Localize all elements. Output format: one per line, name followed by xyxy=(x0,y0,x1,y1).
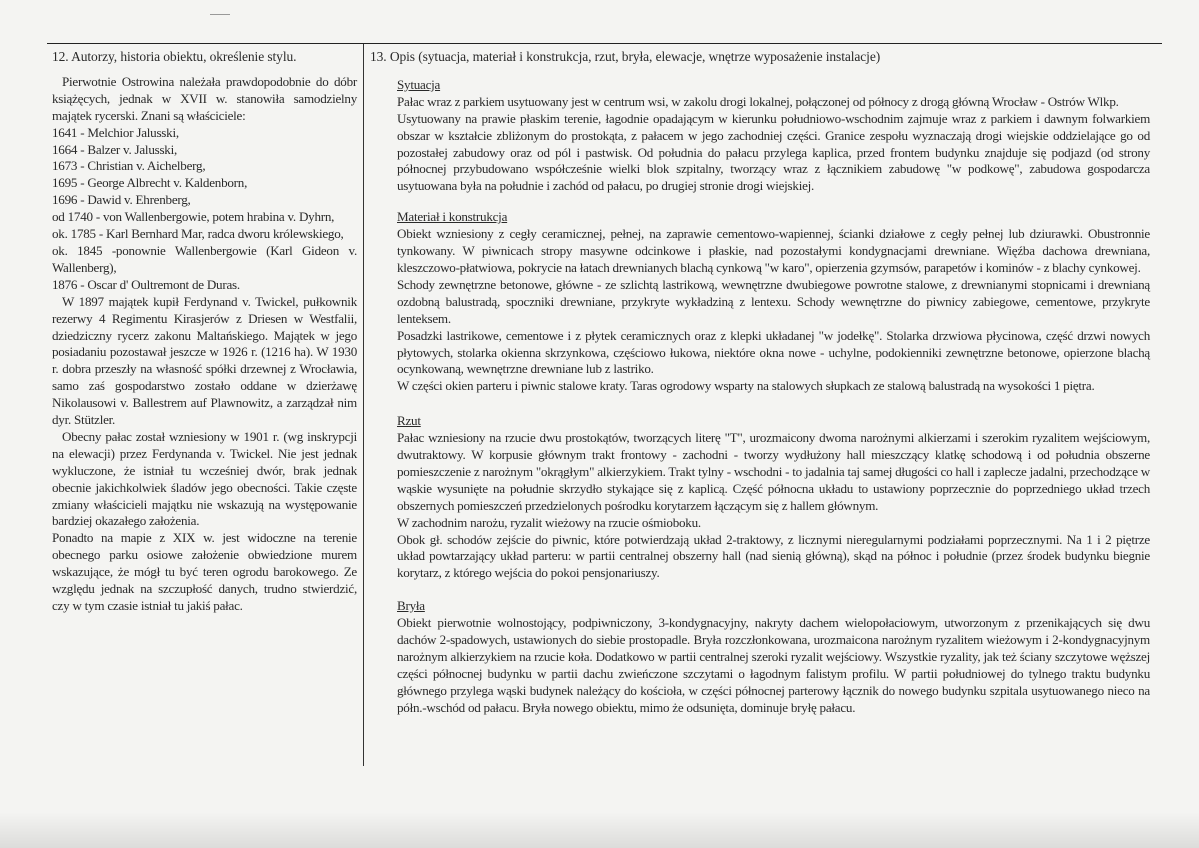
section-paragraph: Pałac wraz z parkiem usytuowany jest w centrum wsi, w zakolu drogi lokalnej, połączonej od północy z drogą główną Wrocław - Ostrów Wlkp. xyxy=(397,93,1119,109)
scan-mark xyxy=(210,14,230,15)
scan-edge-shadow xyxy=(0,812,1199,848)
section-title-bryla: Bryła xyxy=(397,598,425,614)
owner-item: 1664 - Balzer v. Jalusski, xyxy=(52,141,178,157)
section-title-material: Materiał i konstrukcja xyxy=(397,209,508,225)
column-divider xyxy=(363,44,364,766)
owner-item: ok. 1845 -ponownie Wallenbergowie (Karl Gideon v. Wallenberg), xyxy=(52,242,357,275)
section-body-rzut xyxy=(397,430,1150,582)
history-paragraph: Obecny pałac został wzniesiony w 1901 r. (wg inskrypcji na elewacji) przez Ferdynanda v. Twickel. Nie jest jednak wykluczone, że istniał tu wcześniej dwór, brak jednak obecnie jakichkolwiek śladów jego obecności. Takie częste zmiany właścicieli majątku nie wskazują na występowanie bardziej okazałego założenia. xyxy=(52,428,357,529)
section-paragraph: Obok gł. schodów zejście do piwnic, które potwierdzają układ 2-traktowy, z licznymi nieregularnymi podziałami poprzecznymi. Na 1 i 2 piętrze układ powtarzający układ parteru: w partii centralnej obszerny hall (nad sienią główną), skąd na północ i południe (przez środek budynku biegnie korytarz, z którego wejścia do pokoi pensjonariuszy. xyxy=(397,531,1150,581)
section-paragraph: W części okien parteru i piwnic stalowe kraty. Taras ogrodowy wsparty na stalowych słupkach ze stalową balustradą na wysokości 1 piętra. xyxy=(397,378,1095,394)
section-paragraph: Pałac wzniesiony na rzucie dwu prostokątów, tworzących literę "T", urozmaicony dwoma narożnymi alkierzami i szerokim ryzalitem wejściowym, dwutraktowy. W korpusie głównym trakt frontowy - zachodni - tworzy wydłużony hall mieszczący klatkę schodową i od południa obszerne pomieszczenie z narożnym "okrągłym" alkierzykiem. Trakt tylny - wschodni - to jadalnia taj samej długości co hall i zaplecze jadalni, przechodzące w wąskie wysunięte na południe skrzydło stykające się z kaplicą. Część północna układu to ustawiony poprzecznie do poprzedniego układ trzech obszernych pomieszczeń przedzielonych pośrodku korytarzem łączącym się z hallem głównym. xyxy=(397,430,1150,513)
history-heading: 12. Autorzy, historia obiektu, określenie stylu. xyxy=(52,49,297,64)
owner-item: 1696 - Dawid v. Ehrenberg, xyxy=(52,192,191,208)
owner-item: 1673 - Christian v. Aichelberg, xyxy=(52,158,206,174)
history-paragraph: Ponadto na mapie z XIX w. jest widoczne na terenie obecnego parku osiowe założenie obwiedzione murem wskazujące, że mógł tu być teren ogrodu barokowego. Ze względu jednak na szczupłość danych, trudno stwierdzić, czy w tym czasie istniał tu jakiś pałac. xyxy=(52,530,357,613)
history-column xyxy=(52,49,357,615)
description-column xyxy=(370,49,1150,717)
section-body-bryla xyxy=(397,615,1150,716)
section-paragraph: Usytuowany na prawie płaskim terenie, łagodnie opadającym w kierunku południowo-wschodnim zajmuje wraz z parkiem i dawnym folwarkiem obszar w kształcie zbliżonym do prostokąta, z pałacem w jego zachodniej części. Granice zespołu wyznaczają drogi wiejskie oddzielające go od pozostałej zabudowy oraz od pól i pastwisk. Od południa do pałacu przylega kaplica, przed frontem budynku znajduje się podjazd (od strony północnej przybudowano współcześnie wielki blok szpitalny, tworzący wraz z łącznikiem zabudowę "w podkowę", zabudowa gospodarcza usytuowana była na południe i zachód od pałacu, po drugiej stronie drogi wiejskiej. xyxy=(397,110,1150,194)
owner-item: od 1740 - von Wallenbergowie, potem hrabina v. Dyhrn, xyxy=(52,209,335,225)
history-intro: Pierwotnie Ostrowina należała prawdopodobnie do dóbr książęcych, jednak w XVII w. stanowiła samodzielny majątek rycerski. Znani są właściciele: xyxy=(52,73,357,123)
description-heading: 13. Opis (sytuacja, materiał i konstrukcja, rzut, bryła, elewacje, wnętrze wyposażenie instalacje) xyxy=(370,49,881,64)
section-paragraph: Obiekt pierwotnie wolnostojący, podpiwniczony, 3-kondygnacyjny, nakryty dachem wielopołaciowym, utworzonym z przenikających się dwu dachów 2-spadowych, ustawionych do siebie prostopadle. Bryła rozczłonkowana, urozmaicona narożnym ryzalitem wieżowym i 2-kondygnacyjnym narożnym alkierzykiem na rzucie koła. Dodatkowo w partii centralnej szeroki ryzalit wejściowy. Wszystkie ryzality, jak też ściany szczytowe węższej części północnej budynku w partii dachu zwieńczone szczytami o łagodnym falistym profilu. W partii południowej do tylnego traktu budynku głównego przylega wąski budynek należący do kościoła, w części północnej parterowy łącznik do nowego budynku szpitala usytuowanego nieco na półn.-wschód od pałacu. Bryła nowego obiektu, mimo że odsunięta, dominuje bryłę pałacu. xyxy=(397,615,1150,715)
history-paragraph: W 1897 majątek kupił Ferdynand v. Twickel, pułkownik rezerwy 4 Regimentu Kirasjerów z Driesen w Westfalii, dziedziczny rycerz zakonu Maltańskiego. Majątek w jego posiadaniu pozostawał jeszcze w 1926 r. (1216 ha). W 1930 r. dobra przeszły na własność spółki drzewnej z Wrocławia, samo zaś gospodarstwo zostało oddane w dzierżawę Nikolausowi v. Ballestrem auf Plawnowitz, a zarządzał nim dyr. Stützler. xyxy=(52,293,357,428)
section-title-sytuacja: Sytuacja xyxy=(397,76,441,92)
owner-item: 1695 - George Albrecht v. Kaldenborn, xyxy=(52,175,248,191)
top-rule xyxy=(47,43,1162,44)
owner-item: ok. 1785 - Karl Bernhard Mar, radca dworu królewskiego, xyxy=(52,226,344,242)
section-paragraph: Schody zewnętrzne betonowe, główne - ze szlichtą lastrikową, wewnętrzne dwubiegowe powrotne stalowe, z drewnianymi stopnicami i drewnianą ozdobną balustradą, spoczniki drewniane, przykryte wykładziną z lentexu. Schody wewnętrzne do piwnicy zabiegowe, cementowe, przykryte lenteksem. xyxy=(397,276,1150,326)
section-paragraph: W zachodnim narożu, ryzalit wieżowy na rzucie ośmioboku. xyxy=(397,514,701,530)
section-title-rzut: Rzut xyxy=(397,413,421,429)
section-body-material xyxy=(397,226,1150,395)
section-paragraph: Posadzki lastrikowe, cementowe i z płytek ceramicznych oraz z klepki układanej "w jodełkę". Stolarka drzwiowa płycinowa, część drzwi nowych płytowych, stolarka okienna skrzynkowa, częściowo łukowa, niektóre okna nowe - uchylne, podokienniki zewnętrzne betonowe, opierzone blachą ocynkowaną, wewnętrzne drewniane lub z lastriko. xyxy=(397,327,1150,377)
owner-item: 1876 - Oscar d' Oultremont de Duras. xyxy=(52,276,240,292)
section-body-sytuacja xyxy=(397,94,1150,195)
owners-list xyxy=(52,125,357,294)
owner-item: 1641 - Melchior Jalusski, xyxy=(52,124,179,140)
section-paragraph: Obiekt wzniesiony z cegły ceramicznej, pełnej, na zaprawie cementowo-wapiennej, ścianki działowe z cegły pełnej lub dziurawki. Obustronnie tynkowany. W piwnicach stropy masywne odcinkowe i płaskie, nad pozostałymi kondygnacjami drewniane. Więźba dachowa drewniana, kleszczowo-płatwiowa, pokrycie na łatach drewnianych blachą cynkową "w karo", opierzenia gzymsów, parapetów i kominów - z blachy cynkowej. xyxy=(397,226,1150,275)
